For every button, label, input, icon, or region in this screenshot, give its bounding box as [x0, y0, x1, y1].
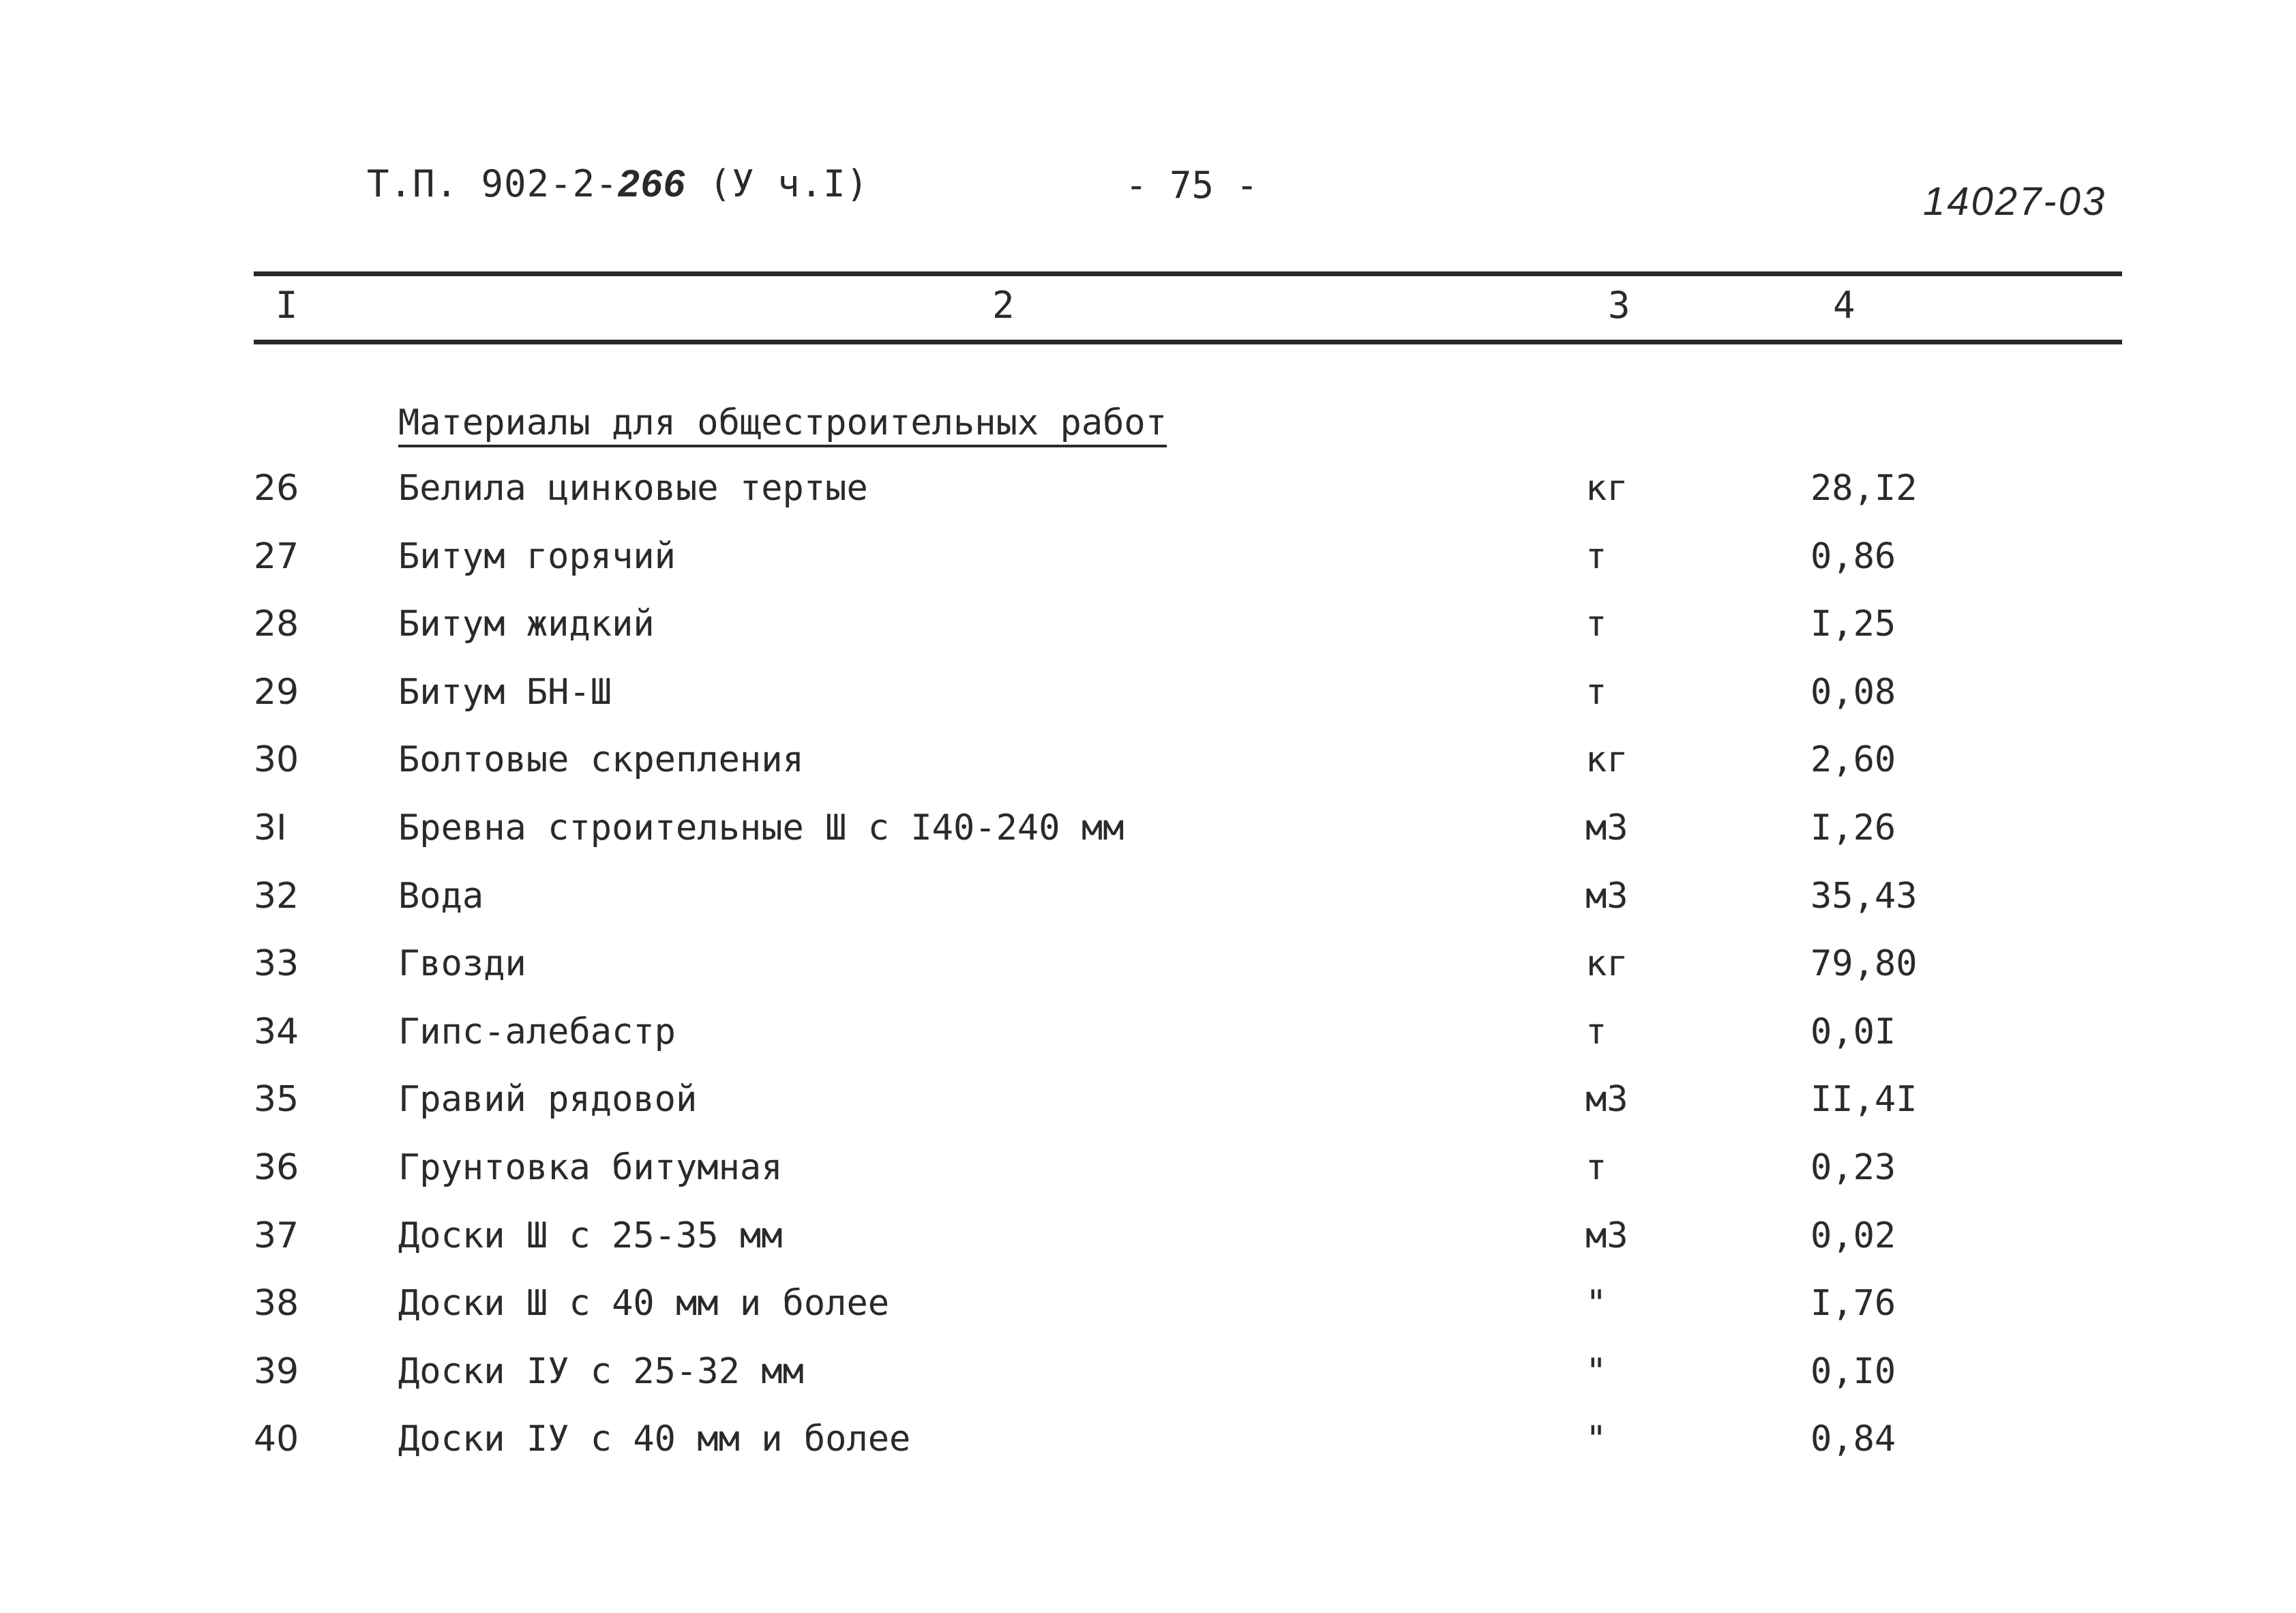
row-number: 30	[254, 739, 299, 780]
table-row	[0, 876, 2296, 930]
unit: т	[1585, 604, 1607, 645]
column-header-1: I	[275, 284, 298, 327]
material-name: Доски IУ с 40 мм и более	[398, 1419, 911, 1460]
row-number: 36	[254, 1147, 299, 1188]
material-name: Бревна строительные Ш с I40-240 мм	[398, 808, 1124, 848]
document-code-suffix: (У ч.I)	[686, 162, 869, 205]
unit: т	[1585, 536, 1607, 577]
material-name: Болтовые скрепления	[398, 739, 804, 780]
material-name: Гравий рядовой	[398, 1079, 698, 1120]
quantity: 0,84	[1810, 1419, 1896, 1460]
unit: т	[1585, 1011, 1607, 1052]
row-number: 38	[254, 1283, 299, 1324]
document-code	[367, 161, 869, 205]
row-number: 39	[254, 1351, 299, 1392]
row-number: 40	[254, 1419, 299, 1460]
quantity: 0,02	[1810, 1215, 1896, 1256]
page-number: - 75 -	[1125, 164, 1259, 207]
archive-number: 14027-03	[1923, 179, 2107, 224]
unit: т	[1585, 1147, 1607, 1188]
table-row	[0, 808, 2296, 862]
table-row	[0, 1215, 2296, 1270]
table-row	[0, 739, 2296, 794]
quantity: 35,43	[1810, 876, 1918, 917]
table-row	[0, 1079, 2296, 1134]
material-name: Битум горячий	[398, 536, 676, 577]
row-number: 28	[254, 604, 299, 645]
material-name: Грунтовка битумная	[398, 1147, 783, 1188]
quantity: 0,0I	[1810, 1011, 1896, 1052]
table-row	[0, 1011, 2296, 1066]
row-number: 3I	[254, 808, 287, 848]
table-row	[0, 943, 2296, 998]
row-number: 34	[254, 1011, 299, 1052]
quantity: I,25	[1810, 604, 1896, 645]
quantity: 0,23	[1810, 1147, 1896, 1188]
table-row	[0, 468, 2296, 522]
document-code-handwritten: 266	[618, 162, 687, 205]
material-name: Битум БН-Ш	[398, 672, 612, 713]
table-row	[0, 536, 2296, 591]
quantity: 79,80	[1810, 943, 1918, 984]
row-number: 29	[254, 672, 299, 713]
unit: "	[1585, 1419, 1607, 1460]
unit: "	[1585, 1351, 1607, 1392]
material-name: Гипс-алебастр	[398, 1011, 676, 1052]
unit: кг	[1585, 739, 1628, 780]
row-number: 33	[254, 943, 299, 984]
table-row	[0, 1147, 2296, 1202]
material-name: Вода	[398, 876, 484, 917]
table-row	[0, 1351, 2296, 1406]
column-header-4: 4	[1833, 284, 1855, 327]
material-name: Доски Ш с 25-35 мм	[398, 1215, 783, 1256]
column-header-2: 2	[992, 284, 1015, 327]
unit: "	[1585, 1283, 1607, 1324]
material-name: Гвозди	[398, 943, 526, 984]
row-number: 32	[254, 876, 299, 917]
row-number: 35	[254, 1079, 299, 1120]
table-header-rule	[254, 340, 2122, 344]
quantity: I,26	[1810, 808, 1896, 848]
table-row	[0, 1419, 2296, 1473]
unit: м3	[1585, 1079, 1628, 1120]
unit: кг	[1585, 943, 1628, 984]
unit: кг	[1585, 468, 1628, 509]
unit: м3	[1585, 876, 1628, 917]
quantity: 0,08	[1810, 672, 1896, 713]
unit: м3	[1585, 808, 1628, 848]
material-name: Доски Ш с 40 мм и более	[398, 1283, 890, 1324]
material-name: Битум жидкий	[398, 604, 655, 645]
row-number: 27	[254, 536, 299, 577]
quantity: 28,I2	[1810, 468, 1918, 509]
section-title: Материалы для общестроительных работ	[398, 402, 1167, 447]
table-row	[0, 1283, 2296, 1337]
column-header-3: 3	[1608, 284, 1630, 327]
unit: м3	[1585, 1215, 1628, 1256]
quantity: 0,I0	[1810, 1351, 1896, 1392]
quantity: I,76	[1810, 1283, 1896, 1324]
table-top-rule	[254, 271, 2122, 276]
quantity: II,4I	[1810, 1079, 1918, 1120]
table-row	[0, 604, 2296, 658]
unit: т	[1585, 672, 1607, 713]
table-row	[0, 672, 2296, 726]
quantity: 0,86	[1810, 536, 1896, 577]
row-number: 37	[254, 1215, 299, 1256]
document-code-prefix: Т.П. 902-2-	[367, 162, 618, 205]
row-number: 26	[254, 468, 299, 509]
material-name: Доски IУ с 25-32 мм	[398, 1351, 804, 1392]
quantity: 2,60	[1810, 739, 1896, 780]
material-name: Белила цинковые тертые	[398, 468, 868, 509]
